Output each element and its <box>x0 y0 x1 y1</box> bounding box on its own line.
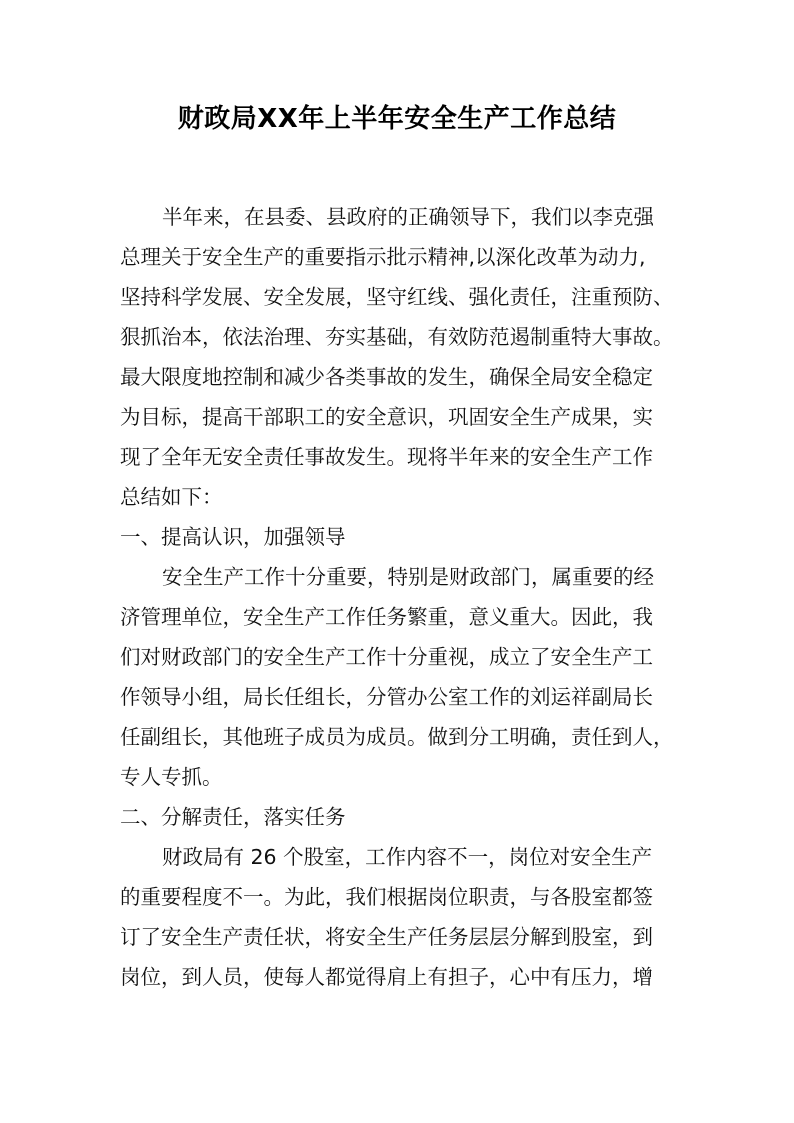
paragraph-intro-line-7: 现了全年无安全责任事故发生。现将半年来的安全生产工作 <box>120 445 653 469</box>
document-body <box>120 197 676 997</box>
paragraph-intro-line-3: 坚持科学发展、安全发展，坚守红线、强化责任，注重预防、 <box>120 285 674 309</box>
paragraph-intro-line-8: 总结如下： <box>120 485 223 509</box>
section-heading-1: 一、提高认识，加强领导 <box>120 525 346 549</box>
paragraph-section2-line-4: 岗位，到人员，使每人都觉得肩上有担子，心中有压力，增 <box>120 965 653 989</box>
paragraph-section1-line-5: 任副组长，其他班子成员为成员。做到分工明确，责任到人， <box>120 725 674 749</box>
document-title: 财政局XX年上半年安全生产工作总结 <box>177 104 617 134</box>
paragraph-intro-line-2: 总理关于安全生产的重要指示批示精神,以深化改革为动力, <box>120 245 646 269</box>
paragraph-section2-line-1: 财政局有 26 个股室，工作内容不一，岗位对安全生产 <box>162 845 653 869</box>
paragraph-section2-line-3: 订了安全生产责任状，将安全生产任务层层分解到股室，到 <box>120 925 653 949</box>
paragraph-section1-line-6: 专人专抓。 <box>120 765 223 789</box>
paragraph-intro-line-1: 半年来，在县委、县政府的正确领导下，我们以李克强 <box>162 205 654 229</box>
paragraph-section1-line-4: 作领导小组，局长任组长，分管办公室工作的刘运祥副局长 <box>120 685 653 709</box>
paragraph-intro-line-6: 为目标，提高干部职工的安全意识，巩固安全生产成果，实 <box>120 405 653 429</box>
paragraph-intro-line-5: 最大限度地控制和减少各类事故的发生，确保全局安全稳定 <box>120 365 653 389</box>
paragraph-section1-line-3: 们对财政部门的安全生产工作十分重视，成立了安全生产工 <box>120 645 653 669</box>
paragraph-section1-line-1: 安全生产工作十分重要，特别是财政部门，属重要的经 <box>162 565 654 589</box>
paragraph-intro-line-4: 狠抓治本，依法治理、夯实基础，有效防范遏制重特大事故。 <box>120 325 674 349</box>
paragraph-section1-line-2: 济管理单位，安全生产工作任务繁重，意义重大。因此，我 <box>120 605 653 629</box>
section-heading-2: 二、分解责任，落实任务 <box>120 805 346 829</box>
paragraph-section2-line-2: 的重要程度不一。为此，我们根据岗位职责，与各股室都签 <box>120 885 653 909</box>
